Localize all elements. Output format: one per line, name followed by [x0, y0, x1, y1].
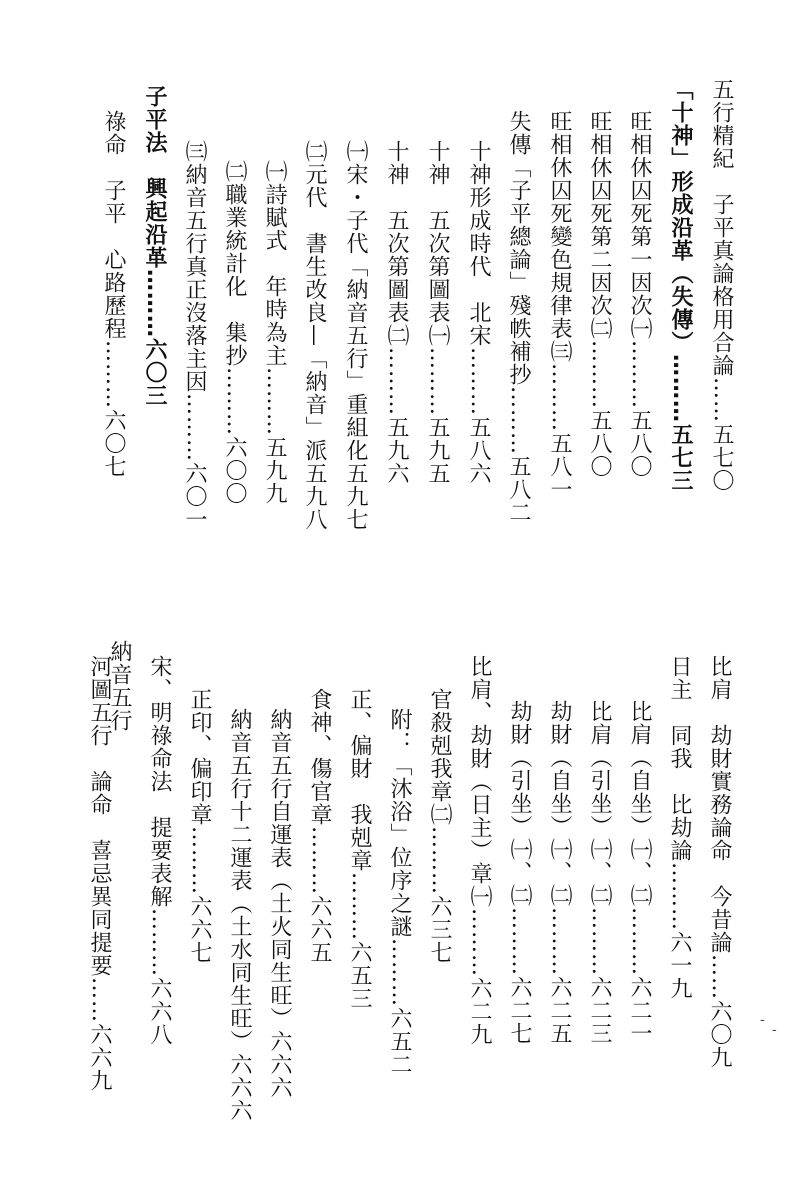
toc-entry: [346, 688, 372, 1010]
entry-title: 劫財（引坐）㈠、㈡: [507, 700, 532, 907]
entry-leader: ……: [709, 377, 734, 423]
entry-title: 比肩、劫財（日主）章㈠: [467, 655, 492, 908]
entry-leader: ………: [466, 347, 491, 416]
entry-leader: ………: [307, 826, 332, 895]
entry-title: 宋、明祿命法 提要表解: [147, 655, 172, 908]
entry-page: 五九九: [262, 436, 287, 505]
entry-page: 五八〇: [627, 409, 652, 478]
entry-title: ㈠詩賦式 年時為主: [262, 160, 287, 367]
toc-entry: [386, 708, 412, 1076]
toc-entry: [426, 688, 452, 964]
entry-leader: ………: [627, 340, 652, 409]
entry-page: 六五二: [387, 1007, 412, 1076]
entry-leader: ………: [347, 872, 372, 941]
toc-entry: [626, 110, 652, 478]
toc-entry: [306, 688, 332, 964]
margin-mark: -: [772, 1022, 777, 1038]
entry-page: 五九七: [343, 462, 368, 531]
entry-page: 六一九: [667, 931, 692, 1000]
toc-entry: [666, 655, 692, 1000]
toc-entry: [586, 110, 612, 478]
entry-title: 「十神」形成沿革（失傳）: [668, 78, 693, 354]
entry-title: 旺相休囚死第一因次㈠: [627, 110, 652, 340]
entry-leader: ………: [668, 354, 693, 423]
entry-leader: ……: [87, 977, 112, 1023]
entry-page: 六六六: [227, 1053, 252, 1122]
toc-entry: [383, 140, 409, 485]
entry-page: 六〇一: [182, 462, 207, 531]
toc-entry: [706, 655, 732, 1069]
entry-title: ㈡元代 書生改良—「納音」派: [302, 140, 327, 462]
entry-leader: ………: [182, 393, 207, 462]
entry-title: 旺相休囚死第二因次㈡: [587, 110, 612, 340]
entry-title: 納音五行自運表（土火同生旺）: [267, 708, 292, 1030]
entry-page: 六二一: [627, 976, 652, 1045]
toc-entry: [466, 655, 492, 1046]
entry-page: 五八〇: [587, 409, 612, 478]
entry-leader: ………: [667, 862, 692, 931]
entry-title: 正、偏財 我剋章: [347, 688, 372, 872]
entry-leader: ………: [547, 363, 572, 432]
entry-title: 祿命 子平 心路歷程: [101, 110, 126, 340]
entry-page: 六三七: [427, 895, 452, 964]
entry-page: 五八六: [466, 416, 491, 485]
entry-title: 納音五行十二運表（土水同生旺）: [227, 708, 252, 1053]
entry-title: 十神 五次第圖表㈠: [425, 140, 450, 347]
toc-entry: [181, 140, 207, 531]
toc-entry: [586, 700, 612, 1045]
entry-title: 五行精紀 子平真論格用合論: [709, 78, 734, 377]
entry-page: 六二五: [547, 976, 572, 1045]
entry-title: 十神形成時代 北宋: [466, 140, 491, 347]
entry-title: 正印、偏印章: [187, 688, 212, 826]
entry-leader: ………: [627, 907, 652, 976]
entry-page: 五九八: [302, 462, 327, 531]
entry-page: 五九六: [384, 416, 409, 485]
toc-entry: [266, 708, 292, 1099]
entry-page: 六〇〇: [222, 436, 247, 505]
entry-leader: ………: [187, 826, 212, 895]
entry-page: 六五三: [347, 941, 372, 1010]
toc-entry: [505, 110, 531, 524]
toc-entry: [301, 140, 327, 531]
entry-page: 六二三: [587, 976, 612, 1045]
toc-entry: [141, 85, 167, 407]
entry-title: 日主 同我 比劫論: [667, 655, 692, 862]
entry-leader: ………: [387, 938, 412, 1007]
entry-page: 五七〇: [709, 423, 734, 492]
margin-mark: -: [760, 1012, 765, 1028]
entry-leader: ………: [384, 347, 409, 416]
toc-entry: [546, 110, 572, 501]
toc-entry: [465, 140, 491, 485]
entry-title: 官殺剋我章㈡: [427, 688, 452, 826]
entry-title: 食神、傷官章: [307, 688, 332, 826]
entry-title: 比肩（引坐）㈠、㈡: [587, 700, 612, 907]
entry-title: 子平法 興起沿革: [142, 85, 167, 269]
entry-title: 劫財（自坐）㈠、㈡: [547, 700, 572, 907]
entry-title: 旺相休囚死變色規律表㈢: [547, 110, 572, 363]
toc-entry: [146, 655, 172, 1046]
toc-entry: [100, 110, 126, 478]
toc-entry: [546, 700, 572, 1045]
entry-page: 六六九: [87, 1023, 112, 1092]
entry-page: 六〇九: [707, 1000, 732, 1069]
entry-page: 五八一: [547, 432, 572, 501]
entry-leader: ………: [147, 908, 172, 977]
entry-leader: ………: [467, 908, 492, 977]
toc-entry: [626, 700, 652, 1045]
entry-page: 六六六: [267, 1030, 292, 1099]
toc-entry: [667, 78, 693, 492]
toc-entry: [226, 708, 252, 1122]
entry-title: ㈠宋・子代「納音五行」重組化: [343, 140, 368, 462]
toc-entry: [261, 160, 287, 505]
entry-leader: ………: [142, 269, 167, 338]
entry-leader: ………: [507, 907, 532, 976]
entry-leader: ………: [587, 907, 612, 976]
entry-title: 納音五行: [107, 640, 132, 732]
entry-page: 五九五: [425, 416, 450, 485]
entry-leader: ………: [427, 826, 452, 895]
entry-page: 六六八: [147, 977, 172, 1046]
toc-entry: [342, 140, 368, 531]
toc-entry: [86, 655, 112, 1092]
entry-leader: ………: [101, 340, 126, 409]
entry-page: 六二九: [467, 977, 492, 1046]
toc-entry: [506, 700, 532, 1045]
entry-page: 六六五: [307, 895, 332, 964]
entry-leader: ………: [222, 367, 247, 436]
entry-title: ㈢納音五行真正沒落主因: [182, 140, 207, 393]
entry-title: ㈡職業統計化 集抄: [222, 160, 247, 367]
entry-title: 比肩（自坐）㈠、㈡: [627, 700, 652, 907]
entry-page: 五八二: [506, 455, 531, 524]
toc-entry: [221, 160, 247, 505]
entry-title: 比肩 劫財實務論命 今昔論: [707, 655, 732, 954]
toc-entry: [424, 140, 450, 485]
entry-page: 六二七: [507, 976, 532, 1045]
toc-entry: [186, 688, 212, 964]
entry-leader: ………: [262, 367, 287, 436]
entry-leader: ………: [547, 907, 572, 976]
entry-page: 六〇三: [142, 338, 167, 407]
entry-leader: ……: [707, 954, 732, 1000]
entry-leader: ………: [506, 386, 531, 455]
entry-title: 十神 五次第圖表㈡: [384, 140, 409, 347]
entry-leader: ………: [425, 347, 450, 416]
entry-leader: ………: [587, 340, 612, 409]
entry-title: 失傳「子平總論」殘帙補抄: [506, 110, 531, 386]
entry-title: 附：「沐浴」位序之謎: [387, 708, 412, 938]
entry-title: 河圖五行 論命 喜忌異同提要: [87, 655, 112, 977]
entry-page: 六六七: [187, 895, 212, 964]
entry-page: 六〇七: [101, 409, 126, 478]
toc-entry: [708, 78, 734, 492]
entry-page: 五七三: [668, 423, 693, 492]
